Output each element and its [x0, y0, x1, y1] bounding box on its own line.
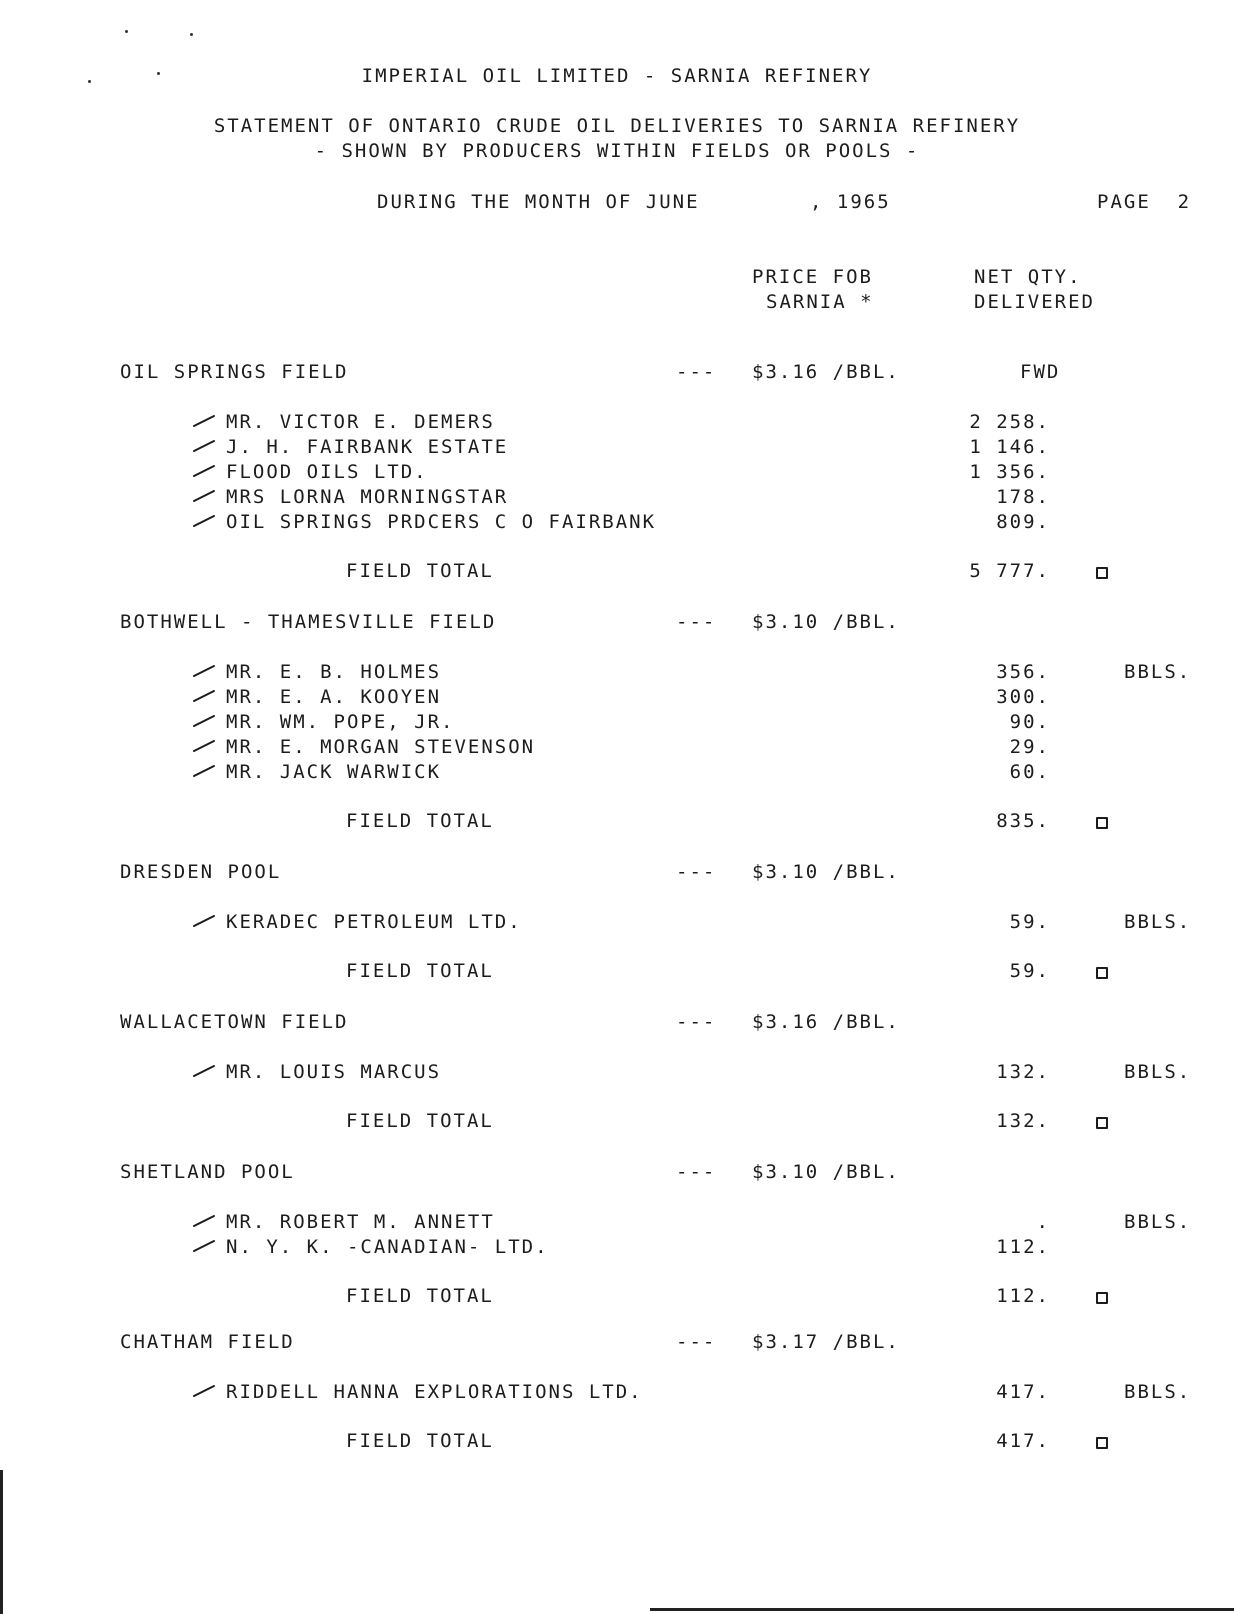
field-name: BOTHWELL - THAMESVILLE FIELD [120, 611, 497, 633]
period-year: , 1965 [810, 191, 891, 213]
scan-speck [190, 33, 193, 36]
producer-name: MR. JACK WARWICK [226, 761, 442, 783]
field-price: $3.16 /BBL. [752, 361, 900, 383]
producer-quantity: 809. [996, 511, 1050, 533]
field-dash: --- [676, 611, 717, 633]
producer-quantity: 90. [1009, 711, 1050, 733]
field-total-label: FIELD TOTAL [346, 560, 494, 582]
check-mark-icon [192, 689, 216, 703]
check-mark-icon [192, 714, 216, 728]
producer-name: MR. LOUIS MARCUS [226, 1061, 442, 1083]
period-label: DURING THE MONTH OF JUNE [377, 191, 700, 213]
producer-name: FLOOD OILS LTD. [226, 461, 428, 483]
producer-name: MR. WM. POPE, JR. [226, 711, 455, 733]
check-mark-icon [192, 1384, 216, 1398]
scan-speck [125, 30, 128, 33]
carry-forward-label: FWD [1020, 361, 1061, 383]
company-title: IMPERIAL OIL LIMITED - SARNIA REFINERY [361, 65, 873, 87]
field-price: $3.10 /BBL. [752, 611, 900, 633]
field-total-label: FIELD TOTAL [346, 1430, 494, 1452]
producer-name: J. H. FAIRBANK ESTATE [226, 436, 509, 458]
producer-quantity: 59. [1009, 911, 1050, 933]
check-mark-icon [192, 1239, 216, 1253]
total-marker-icon [1096, 1117, 1108, 1129]
producer-quantity: 29. [1009, 736, 1050, 758]
page-edge-left [0, 1470, 3, 1614]
page-edge-bottom [650, 1608, 1234, 1611]
price-column-header-2: SARNIA * [766, 291, 874, 313]
check-mark-icon [192, 1214, 216, 1228]
check-mark-icon [192, 489, 216, 503]
check-mark-icon [192, 739, 216, 753]
producer-name: OIL SPRINGS PRDCERS C O FAIRBANK [226, 511, 657, 533]
field-price: $3.16 /BBL. [752, 1011, 900, 1033]
statement-title: STATEMENT OF ONTARIO CRUDE OIL DELIVERIES TO SARNIA REFINERY [213, 115, 1021, 137]
producer-quantity: 417. [996, 1381, 1050, 1403]
field-name: SHETLAND POOL [120, 1161, 295, 1183]
field-dash: --- [676, 1161, 717, 1183]
producer-quantity: 2 258. [969, 411, 1050, 433]
producer-quantity: 112. [996, 1236, 1050, 1258]
producer-name: MR. E. A. KOOYEN [226, 686, 442, 708]
check-mark-icon [192, 664, 216, 678]
producer-name: MR. E. B. HOLMES [226, 661, 442, 683]
total-marker-icon [1096, 1292, 1108, 1304]
quantity-unit: BBLS. [1124, 1211, 1192, 1233]
producer-name: KERADEC PETROLEUM LTD. [226, 911, 522, 933]
check-mark-icon [192, 764, 216, 778]
field-total-value: 132. [996, 1110, 1050, 1132]
field-total-label: FIELD TOTAL [346, 810, 494, 832]
quantity-unit: BBLS. [1124, 911, 1192, 933]
total-marker-icon [1096, 567, 1108, 579]
field-dash: --- [676, 1331, 717, 1353]
check-mark-icon [192, 1064, 216, 1078]
quantity-unit: BBLS. [1124, 1381, 1192, 1403]
field-total-value: 417. [996, 1430, 1050, 1452]
producer-quantity: 1 146. [969, 436, 1050, 458]
producer-name: MRS LORNA MORNINGSTAR [226, 486, 509, 508]
field-total-label: FIELD TOTAL [346, 1110, 494, 1132]
field-total-label: FIELD TOTAL [346, 1285, 494, 1307]
field-total-value: 835. [996, 810, 1050, 832]
producer-quantity: . [1036, 1211, 1050, 1233]
quantity-unit: BBLS. [1124, 661, 1192, 683]
quantity-unit: BBLS. [1124, 1061, 1192, 1083]
field-total-value: 112. [996, 1285, 1050, 1307]
producer-quantity: 1 356. [969, 461, 1050, 483]
check-mark-icon [192, 464, 216, 478]
producer-name: MR. E. MORGAN STEVENSON [226, 736, 536, 758]
field-price: $3.10 /BBL. [752, 861, 900, 883]
field-name: OIL SPRINGS FIELD [120, 361, 349, 383]
total-marker-icon [1096, 967, 1108, 979]
check-mark-icon [192, 914, 216, 928]
field-price: $3.17 /BBL. [752, 1331, 900, 1353]
producer-name: RIDDELL HANNA EXPLORATIONS LTD. [226, 1381, 643, 1403]
producer-name: MR. VICTOR E. DEMERS [226, 411, 495, 433]
check-mark-icon [192, 414, 216, 428]
field-dash: --- [676, 861, 717, 883]
producer-quantity: 356. [996, 661, 1050, 683]
qty-column-header-2: DELIVERED [974, 291, 1095, 313]
producer-quantity: 300. [996, 686, 1050, 708]
check-mark-icon [192, 514, 216, 528]
total-marker-icon [1096, 1437, 1108, 1449]
field-name: DRESDEN POOL [120, 861, 282, 883]
field-dash: --- [676, 361, 717, 383]
producer-quantity: 60. [1009, 761, 1050, 783]
field-price: $3.10 /BBL. [752, 1161, 900, 1183]
field-total-value: 5 777. [969, 560, 1050, 582]
producer-quantity: 132. [996, 1061, 1050, 1083]
price-column-header: PRICE FOB [752, 266, 873, 288]
field-name: CHATHAM FIELD [120, 1331, 295, 1353]
producer-name: N. Y. K. -CANADIAN- LTD. [226, 1236, 549, 1258]
page-number: PAGE 2 [1097, 191, 1192, 213]
field-total-value: 59. [1009, 960, 1050, 982]
field-total-label: FIELD TOTAL [346, 960, 494, 982]
producer-name: MR. ROBERT M. ANNETT [226, 1211, 495, 1233]
producer-quantity: 178. [996, 486, 1050, 508]
total-marker-icon [1096, 817, 1108, 829]
field-dash: --- [676, 1011, 717, 1033]
field-name: WALLACETOWN FIELD [120, 1011, 349, 1033]
statement-subtitle: - SHOWN BY PRODUCERS WITHIN FIELDS OR POOLS - [314, 140, 920, 162]
check-mark-icon [192, 439, 216, 453]
qty-column-header: NET QTY. [974, 266, 1082, 288]
